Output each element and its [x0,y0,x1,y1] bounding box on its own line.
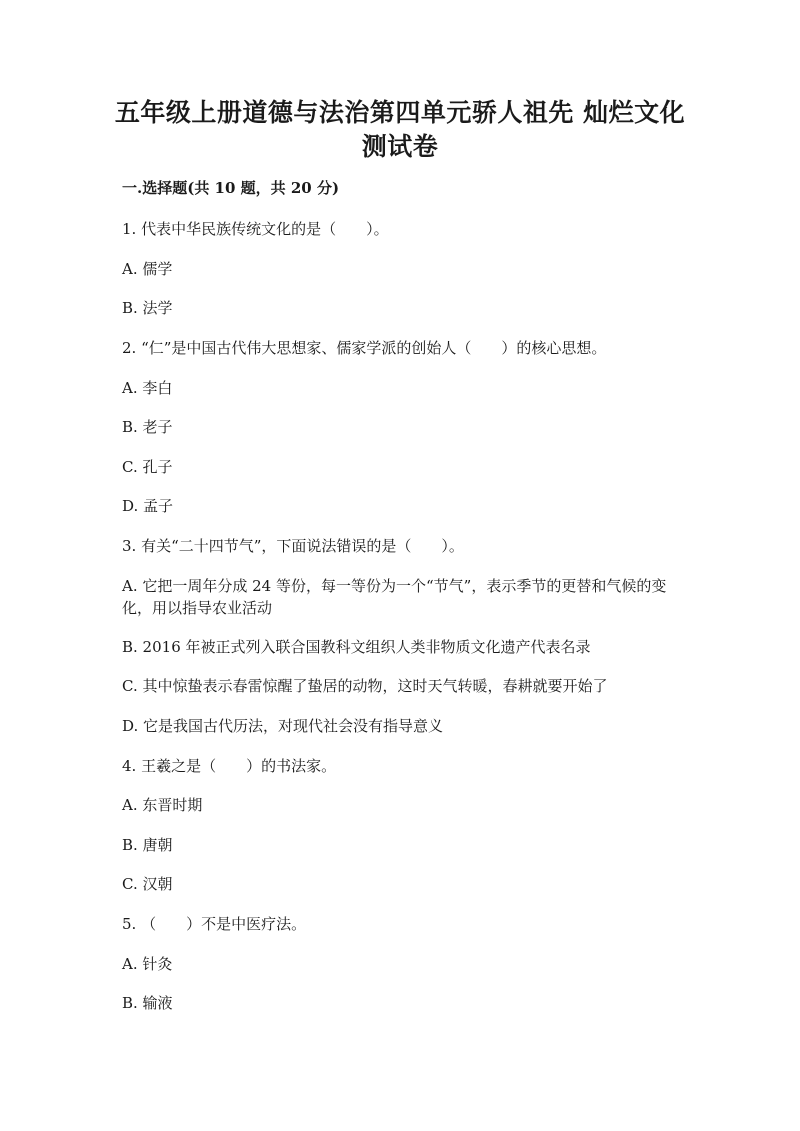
document-title-line-2: 测试卷 [361,132,439,161]
question-4-option-b: B. 唐朝 [122,836,173,854]
document-title-line-1: 五年级上册道德与法治第四单元骄人祖先 灿烂文化 [114,98,686,127]
question-5-option-a: A. 针灸 [122,955,173,973]
question-2-option-b: B. 老子 [122,418,173,436]
section-heading: 一.选择题(共 10 题，共 20 分) [122,179,340,197]
question-3-stem: 3. 有关“二十四节气”，下面说法错误的是（ ）。 [122,537,464,555]
question-2-option-a: A. 李白 [122,379,173,397]
question-1-stem: 1. 代表中华民族传统文化的是（ ）。 [122,220,389,238]
question-2-option-c: C. 孔子 [122,458,173,476]
question-3-option-a: A. 它把一周年分成 24 等份，每一等份为一个“节气”，表示季节的更替和气候的变化，用以指导农业活动 [122,577,667,617]
question-2-stem: 2. “仁”是中国古代伟大思想家、儒家学派的创始人（ ）的核心思想。 [122,339,607,357]
question-1-option-a: A. 儒学 [122,260,173,278]
question-1-option-b: B. 法学 [122,299,173,317]
question-5-option-b: B. 输液 [122,994,173,1012]
question-3-option-b: B. 2016 年被正式列入联合国教科文组织人类非物质文化遗产代表名录 [122,638,591,656]
question-4-option-c: C. 汉朝 [122,875,173,893]
question-2-option-d: D. 孟子 [122,497,174,515]
question-5-stem: 5. （ ）不是中医疗法。 [122,915,307,933]
question-3-option-c: C. 其中惊蛰表示春雷惊醒了蛰居的动物，这时天气转暖，春耕就要开始了 [122,677,608,695]
question-4-option-a: A. 东晋时期 [122,796,203,814]
question-4-stem: 4. 王羲之是（ ）的书法家。 [122,757,337,775]
question-3-option-d: D. 它是我国古代历法，对现代社会没有指导意义 [122,717,444,735]
